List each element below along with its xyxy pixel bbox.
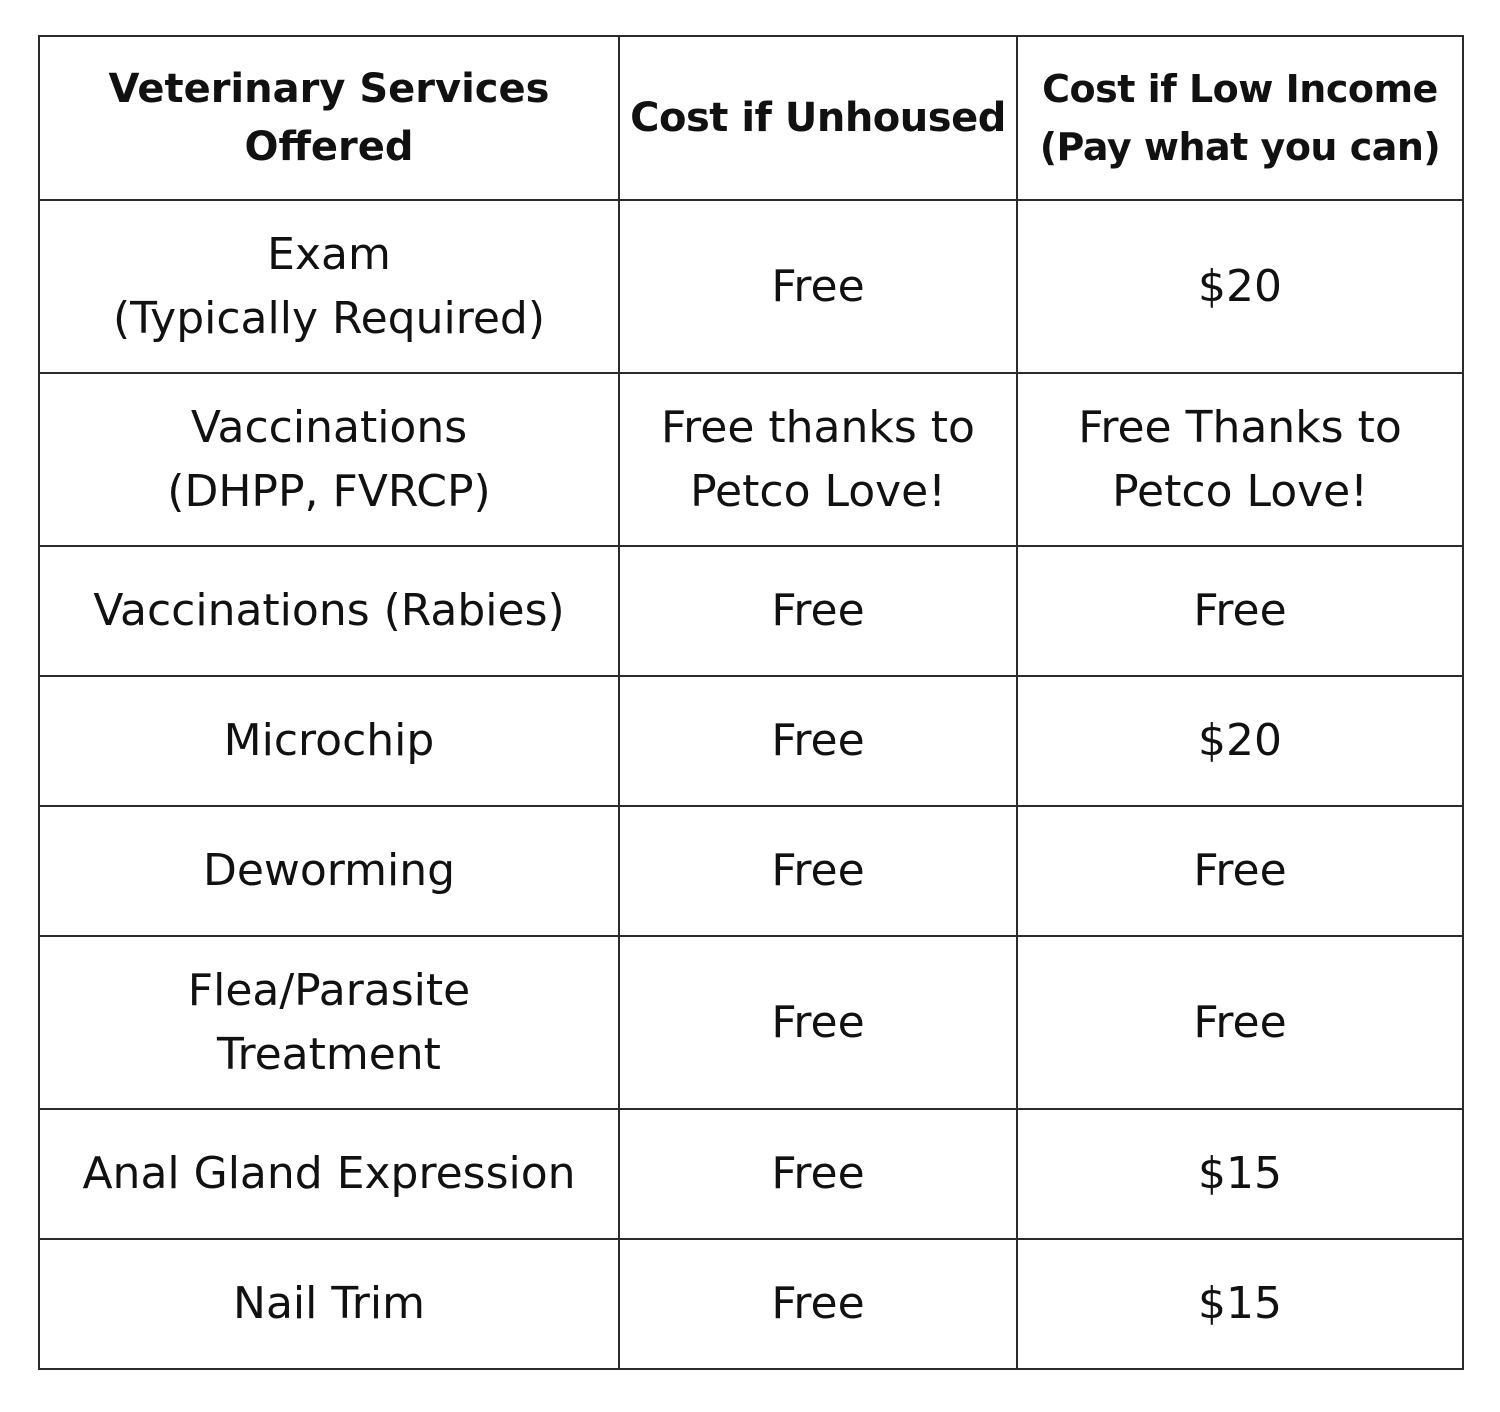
service-line2: Treatment — [217, 1028, 441, 1080]
table-row — [39, 1239, 1463, 1369]
service-cell: Nail Trim — [39, 1239, 619, 1369]
low-income-cost-cell: $15 — [1017, 1239, 1463, 1369]
table-row — [39, 546, 1463, 676]
unhoused-cost-cell: Free — [619, 806, 1017, 936]
unhoused-cost-cell: Free — [619, 546, 1017, 676]
service-line1: Flea/Parasite — [187, 964, 471, 1016]
service-cell — [39, 936, 619, 1109]
service-cell: Deworming — [39, 806, 619, 936]
low-income-cost-cell: Free — [1017, 936, 1463, 1109]
unhoused-cost-cell: Free — [619, 1239, 1017, 1369]
header-unhoused — [619, 36, 1017, 200]
service-line2: (Typically Required) — [112, 292, 545, 344]
table-row — [39, 806, 1463, 936]
service-cell — [39, 200, 619, 373]
low-income-cost-line1: Free Thanks to — [1078, 401, 1402, 453]
low-income-cost-cell: $20 — [1017, 676, 1463, 806]
low-income-cost-cell: $15 — [1017, 1109, 1463, 1239]
service-cell — [39, 373, 619, 546]
service-cell: Microchip — [39, 676, 619, 806]
service-line1: Vaccinations — [190, 401, 468, 453]
table-row — [39, 676, 1463, 806]
low-income-cost-line2: Petco Love! — [1112, 465, 1368, 517]
service-cell: Vaccinations (Rabies) — [39, 546, 619, 676]
table-row — [39, 936, 1463, 1109]
low-income-cost-cell: Free — [1017, 546, 1463, 676]
header-low-income-line1: Cost if Low Income — [1042, 67, 1438, 111]
table-row — [39, 200, 1463, 373]
services-pricing-table — [38, 35, 1464, 1370]
header-row — [39, 36, 1463, 200]
unhoused-cost-cell — [619, 373, 1017, 546]
unhoused-cost-line2: Petco Love! — [690, 465, 946, 517]
table-row — [39, 1109, 1463, 1239]
unhoused-cost-cell: Free — [619, 200, 1017, 373]
service-cell: Anal Gland Expression — [39, 1109, 619, 1239]
header-low-income — [1017, 36, 1463, 200]
unhoused-cost-line1: Free thanks to — [661, 401, 975, 453]
service-line2: (DHPP, FVRCP) — [167, 465, 491, 517]
low-income-cost-cell — [1017, 373, 1463, 546]
unhoused-cost-cell: Free — [619, 936, 1017, 1109]
header-unhoused-label: Cost if Unhoused — [630, 95, 1006, 141]
table-row — [39, 373, 1463, 546]
header-service — [39, 36, 619, 200]
unhoused-cost-cell: Free — [619, 1109, 1017, 1239]
low-income-cost-cell: Free — [1017, 806, 1463, 936]
header-service-line2: Offered — [244, 124, 414, 170]
unhoused-cost-cell: Free — [619, 676, 1017, 806]
header-low-income-line2: (Pay what you can) — [1039, 125, 1441, 169]
header-service-line1: Veterinary Services — [108, 66, 550, 112]
low-income-cost-cell: $20 — [1017, 200, 1463, 373]
service-line1: Exam — [267, 228, 391, 280]
